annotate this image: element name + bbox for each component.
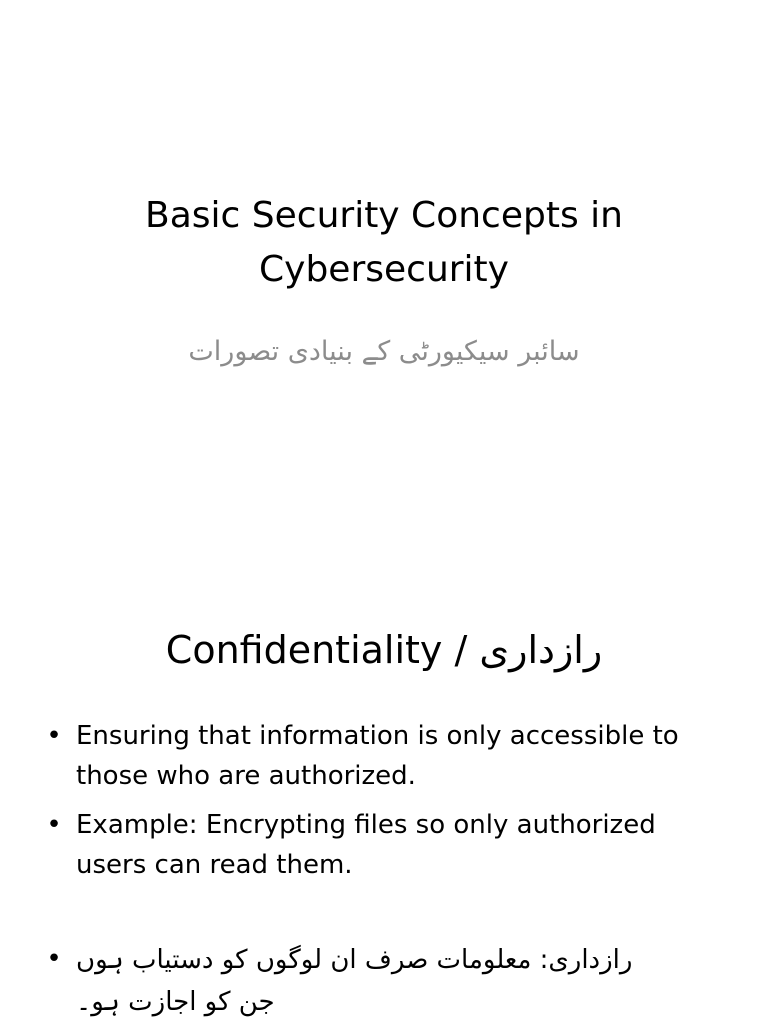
list-item — [40, 939, 730, 1023]
bullet-text: Ensuring that information is only accessible to those who are authorized. — [76, 721, 679, 791]
slide-subtitle-urdu: سائبر سیکیورٹی کے بنیادی تصورات — [188, 336, 580, 367]
bullet-list — [40, 716, 730, 1024]
slide-title: Basic Security Concepts in Cybersecurity — [145, 195, 623, 290]
bullet-icon: • — [46, 810, 62, 840]
bullet-icon: • — [46, 944, 62, 974]
bullet-text: Example: Encrypting files so only authorized users can read them. — [76, 810, 656, 880]
list-item — [40, 716, 730, 796]
content-slide-title: Confidentiality / رازداری — [165, 628, 603, 672]
bullet-text-urdu: رازداری: معلومات صرف ان لوگوں کو دستیاب ہوں جن کو اجازت ہو۔ — [76, 945, 633, 1017]
content-slide — [0, 576, 768, 1024]
list-item — [40, 805, 730, 885]
bullet-icon: • — [46, 721, 62, 751]
